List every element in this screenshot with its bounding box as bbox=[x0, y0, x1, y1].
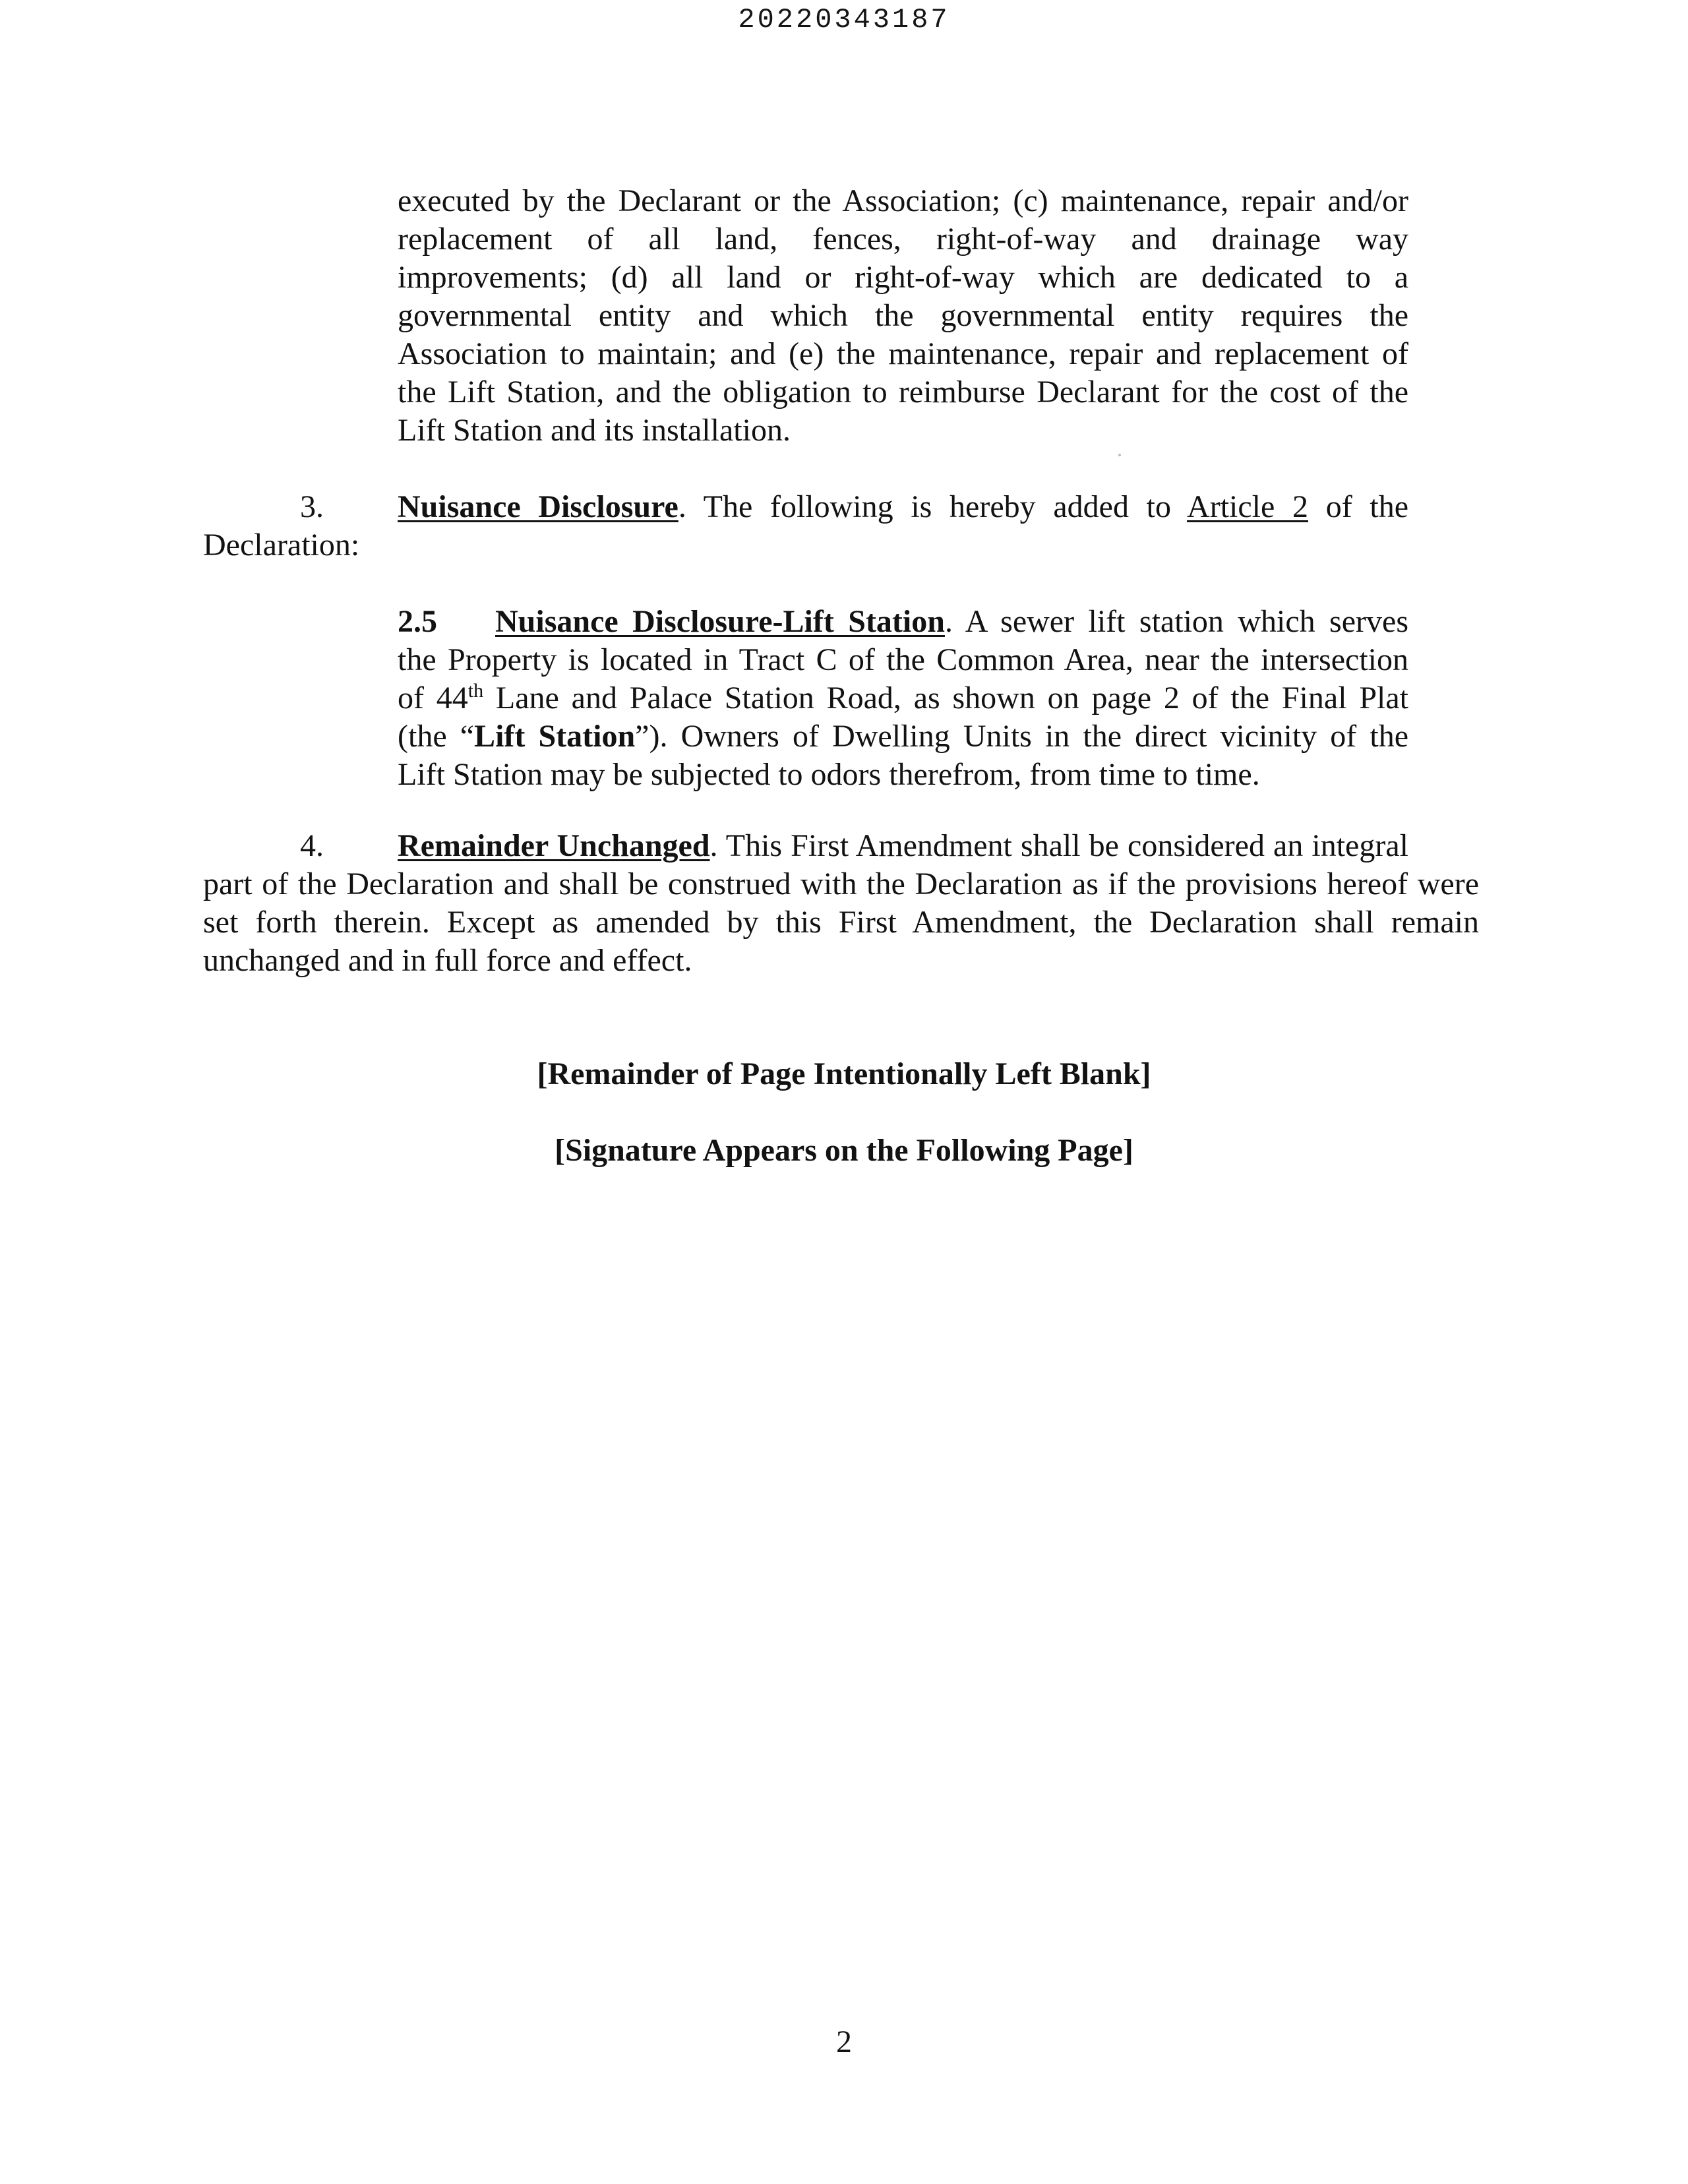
subsection-line bbox=[398, 679, 1408, 717]
defined-term: Lift Station bbox=[474, 719, 636, 754]
paragraph-line: executed by the Declarant or the Association; (c) maintenance, repair and/or bbox=[398, 183, 1408, 218]
section-line: part of the Declaration and shall be construed with the Declaration as if the provisions hereof were bbox=[203, 866, 1479, 901]
article-reference: Article 2 bbox=[1187, 489, 1309, 524]
page-number: 2 bbox=[836, 2024, 852, 2059]
section-number: 3. bbox=[300, 489, 324, 524]
section-line: set forth therein. Except as amended by this First Amendment, the Declaration shall remain bbox=[203, 905, 1479, 940]
section-3-first-line bbox=[398, 488, 1408, 526]
subsection-first-line bbox=[398, 603, 1408, 641]
subsection-text: (the “ bbox=[398, 719, 475, 754]
subsection-text: Lane and Palace Station Road, as shown on page 2 of the Final Plat bbox=[483, 681, 1408, 715]
paragraph-line: replacement of all land, fences, right-of-way and drainage way bbox=[398, 222, 1408, 257]
section-heading: Remainder Unchanged bbox=[398, 828, 710, 863]
subsection-text: . A sewer lift station which serves bbox=[944, 604, 1408, 639]
subsection-text: of 44 bbox=[398, 681, 468, 715]
subsection-line: Lift Station may be subjected to odors therefrom, from time to time. bbox=[398, 757, 1260, 792]
subsection-line: the Property is located in Tract C of the Common Area, near the intersection bbox=[398, 642, 1408, 677]
section-heading: Nuisance Disclosure bbox=[398, 489, 678, 524]
section-line: unchanged and in full force and effect. bbox=[203, 943, 692, 978]
section-number: 4. bbox=[300, 828, 324, 863]
section-text: . The following is hereby added to bbox=[678, 489, 1171, 524]
recording-number: 20220343187 bbox=[738, 4, 950, 36]
remainder-blank-notice: [Remainder of Page Intentionally Left Blank] bbox=[537, 1056, 1151, 1091]
paragraph-line: the Lift Station, and the obligation to reimburse Declarant for the cost of the bbox=[398, 375, 1408, 410]
ordinal-suffix: th bbox=[467, 680, 484, 702]
subsection-number: 2.5 bbox=[398, 604, 437, 639]
signature-notice: [Signature Appears on the Following Page] bbox=[555, 1133, 1133, 1168]
paragraph-line: governmental entity and which the governmental entity requires the bbox=[398, 298, 1408, 333]
paragraph-line: Association to maintain; and (e) the maintenance, repair and replacement of bbox=[398, 336, 1408, 371]
subsection-line bbox=[398, 717, 1408, 756]
scan-speck bbox=[1118, 454, 1121, 456]
section-3-continuation: Declaration: bbox=[203, 528, 360, 562]
section-text: of the bbox=[1325, 489, 1409, 524]
paragraph-line: Lift Station and its installation. bbox=[398, 413, 791, 448]
subsection-heading: Nuisance Disclosure-Lift Station bbox=[495, 604, 945, 639]
subsection-text: ”). Owners of Dwelling Units in the direct vicinity of the bbox=[635, 719, 1408, 754]
paragraph-line: improvements; (d) all land or right-of-way which are dedicated to a bbox=[398, 260, 1408, 295]
section-4-first-line bbox=[398, 827, 1408, 865]
section-text: . This First Amendment shall be considered an integral bbox=[709, 828, 1408, 863]
